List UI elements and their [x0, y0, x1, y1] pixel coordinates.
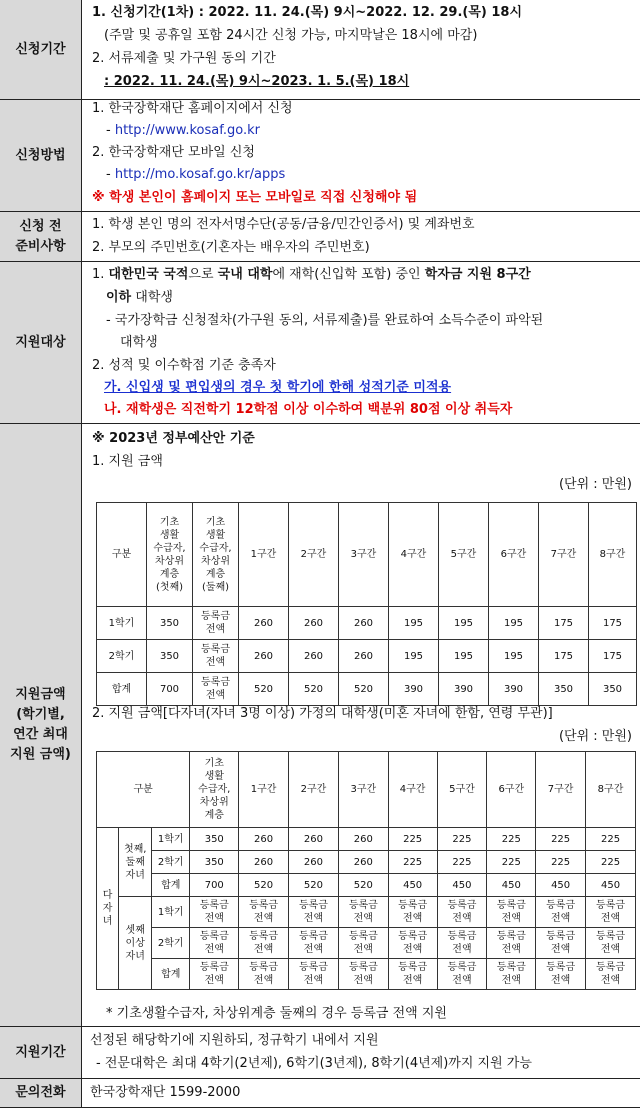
table2-cell: 등록금 전액: [437, 959, 487, 990]
table2-cell: 350: [190, 851, 239, 874]
table1-cell: 2학기: [97, 640, 147, 673]
table2-header-cell: 3구간: [338, 752, 388, 828]
contact-label: 문의전화: [0, 1079, 82, 1107]
table2-cell: 등록금 전액: [289, 897, 339, 928]
duration-line2: - 전문대학은 최대 4학기(2년제), 6학기(3년제), 8학기(4년제)까지 지원 가능: [96, 1056, 532, 1071]
period-line2: (주말 및 공휴일 포함 24시간 신청 가능, 마지막날은 18시에 마감): [104, 28, 478, 43]
table2-cell: 225: [586, 828, 636, 851]
table2-cell: 등록금 전액: [190, 959, 239, 990]
table2-cell: 225: [536, 828, 586, 851]
table2-cell: 등록금 전액: [586, 897, 636, 928]
table1-cell: 195: [389, 607, 439, 640]
table2-header-cell: 1구간: [239, 752, 289, 828]
table1-unit: (단위 : 만원): [558, 477, 632, 492]
table1-cell: 260: [339, 607, 389, 640]
homepage-link[interactable]: http://www.kosaf.go.kr: [114, 123, 260, 138]
amount-footnote: * 기초생활수급자, 차상위계층 둘째의 경우 등록금 전액 지원: [106, 1006, 447, 1021]
table2-cell: 450: [388, 874, 437, 897]
target-line2: [106, 289, 173, 307]
table2-header-cell: 구분: [97, 752, 190, 828]
table1-header-cell: 5구간: [439, 503, 489, 607]
method-line3: 2. 한국장학재단 모바일 신청: [92, 145, 255, 160]
prep-section: [0, 211, 640, 261]
table1-cell: 등록금 전액: [193, 640, 239, 673]
table2-cell: 등록금 전액: [239, 928, 289, 959]
third-child-cell: 셋째 이상 자녀: [119, 897, 152, 990]
table1-cell: 260: [339, 640, 389, 673]
table1-cell: 175: [589, 607, 637, 640]
table2-cell: 등록금 전액: [338, 959, 388, 990]
table2-cell: 등록금 전액: [338, 897, 388, 928]
table1-row: [97, 640, 637, 673]
table2-header-cell: 4구간: [388, 752, 437, 828]
table1-header-cell: 기초 생활 수급자, 차상위 계층 (둘째): [193, 503, 239, 607]
table1-cell: 175: [589, 640, 637, 673]
table1-header-cell: 3구간: [339, 503, 389, 607]
method-warning: ※ 학생 본인이 홈페이지 또는 모바일로 직접 신청해야 됨: [92, 190, 418, 205]
table2-cell: 등록금 전액: [487, 897, 536, 928]
table2-cell: 225: [586, 851, 636, 874]
table1-cell: 195: [489, 607, 539, 640]
period-line1: 1. 신청기간(1차) : 2022. 11. 24.(목) 9시~2022. 12. 29.(목) 18시: [92, 5, 523, 20]
table2-cell: 260: [338, 828, 388, 851]
support-amount-table: [96, 502, 637, 706]
table2-header-cell: 2구간: [289, 752, 339, 828]
table2-cell: 등록금 전액: [190, 928, 239, 959]
table2-cell: 225: [437, 851, 487, 874]
t-l2a: 이하: [106, 290, 132, 305]
duration-label: 지원기간: [0, 1027, 82, 1078]
table2-cell: 520: [239, 874, 289, 897]
table1-cell: 등록금 전액: [193, 673, 239, 706]
amount-label: 지원금액 (학기별, 연간 최대 지원 금액): [0, 424, 82, 1026]
table1-header-cell: 6구간: [489, 503, 539, 607]
table2-cell: 등록금 전액: [338, 928, 388, 959]
table2-cell: 260: [338, 851, 388, 874]
table2-cell: 등록금 전액: [536, 928, 586, 959]
table1-header-cell: 1구간: [239, 503, 289, 607]
table1-cell: 520: [239, 673, 289, 706]
t-l1e: 에 재학(신입학 포함) 중인: [272, 267, 425, 282]
table2-cell: 520: [289, 874, 339, 897]
method-dash: -: [106, 123, 115, 138]
table1-cell: 195: [389, 640, 439, 673]
table2-cell: 700: [190, 874, 239, 897]
table2-row: [97, 874, 636, 897]
table2-header-cell: 5구간: [437, 752, 487, 828]
table1-header-cell: 기초 생활 수급자, 차상위 계층 (첫째): [147, 503, 193, 607]
table1-cell: 520: [339, 673, 389, 706]
table1-cell: 350: [589, 673, 637, 706]
table1-cell: 195: [439, 607, 489, 640]
table2-cell: 등록금 전액: [239, 897, 289, 928]
table2-cell: 520: [338, 874, 388, 897]
table1-row: [97, 673, 637, 706]
table1-cell: 175: [539, 640, 589, 673]
target-line5: 2. 성적 및 이수학점 기준 충족자: [92, 358, 276, 373]
method-label: 신청방법: [0, 100, 82, 211]
table2-cell: 450: [487, 874, 536, 897]
method-section: [0, 99, 640, 211]
table1-header-cell: 4구간: [389, 503, 439, 607]
method-dash-2: -: [106, 167, 115, 182]
contact-phone: 한국장학재단 1599-2000: [90, 1085, 241, 1100]
target-line7: 나. 재학생은 직전학기 12학점 이상 이수하여 백분위 80점 이상 취득자: [104, 402, 513, 417]
contact-section: [0, 1078, 640, 1107]
table2-cell: 합계: [152, 874, 190, 897]
t-l1a: 1.: [92, 267, 109, 282]
table2-header-cell: 기초 생활 수급자, 차상위 계층: [190, 752, 239, 828]
target-label: 지원대상: [0, 262, 82, 423]
table2-cell: 등록금 전액: [437, 928, 487, 959]
method-line1: 1. 한국장학재단 홈페이지에서 신청: [92, 101, 293, 116]
table2-cell: 등록금 전액: [289, 928, 339, 959]
table2-cell: 등록금 전액: [388, 959, 437, 990]
table2-unit: (단위 : 만원): [558, 729, 632, 744]
amount-note: ※ 2023년 정부예산안 기준: [92, 431, 255, 446]
table2-cell: 등록금 전액: [190, 897, 239, 928]
table2-header-cell: 8구간: [586, 752, 636, 828]
table2-header-cell: 6구간: [487, 752, 536, 828]
method-line4: [106, 166, 285, 184]
table2-cell: 1학기: [152, 828, 190, 851]
table2-cell: 등록금 전액: [289, 959, 339, 990]
table1-cell: 합계: [97, 673, 147, 706]
t-l1f: 학자금 지원 8구간: [424, 267, 531, 282]
table1-header-cell: 8구간: [589, 503, 637, 607]
table2-cell: 등록금 전액: [586, 959, 636, 990]
table2-cell: 등록금 전액: [586, 928, 636, 959]
target-line4: 대학생: [120, 335, 158, 350]
t-l1b: 대한민국 국적: [108, 267, 189, 282]
table2-cell: 260: [239, 851, 289, 874]
table1-cell: 350: [539, 673, 589, 706]
table2-row: [97, 959, 636, 990]
table2-cell: 450: [586, 874, 636, 897]
target-section: [0, 261, 640, 423]
table1-cell: 390: [389, 673, 439, 706]
table1-cell: 195: [439, 640, 489, 673]
table1-cell: 1학기: [97, 607, 147, 640]
table2-cell: 225: [388, 851, 437, 874]
table1-cell: 350: [147, 640, 193, 673]
table1-cell: 520: [289, 673, 339, 706]
table1-cell: 등록금 전액: [193, 607, 239, 640]
duration-section: [0, 1026, 640, 1078]
table2-row: [97, 897, 636, 928]
amount-section: [0, 423, 640, 1026]
prep-label: 신청 전 준비사항: [0, 212, 82, 261]
table2-cell: 2학기: [152, 928, 190, 959]
table1-cell: 175: [539, 607, 589, 640]
table1-cell: 195: [489, 640, 539, 673]
table1-cell: 390: [439, 673, 489, 706]
table1-cell: 260: [289, 640, 339, 673]
table2-cell: 등록금 전액: [487, 959, 536, 990]
method-line2: [106, 122, 260, 140]
table1-cell: 350: [147, 607, 193, 640]
table1-header-cell: 구분: [97, 503, 147, 607]
table2-cell: 등록금 전액: [437, 897, 487, 928]
table2-cell: 등록금 전액: [536, 897, 586, 928]
table2-header-cell: 7구간: [536, 752, 586, 828]
target-line3: - 국가장학금 신청절차(가구원 동의, 서류제출)를 완료하여 소득수준이 파악된: [106, 313, 544, 328]
multi-child-group-cell: 다 자 녀: [97, 828, 119, 990]
table2-cell: 2학기: [152, 851, 190, 874]
prep-line1: 1. 학생 본인 명의 전자서명수단(공동/금융/민간인증서) 및 계좌번호: [92, 217, 475, 232]
table2-cell: 225: [437, 828, 487, 851]
table2-row: [97, 928, 636, 959]
table1-header-cell: 7구간: [539, 503, 589, 607]
table1-cell: 260: [289, 607, 339, 640]
t-l2b: 대학생: [131, 290, 173, 305]
t-l1d: 국내 대학: [217, 267, 273, 282]
table2-title: 2. 지원 금액[다자녀(자녀 3명 이상) 가정의 대학생(미혼 자녀에 한함, 연령 무관)]: [92, 706, 553, 721]
period-label: 신청기간: [0, 0, 82, 99]
table2-cell: 1학기: [152, 897, 190, 928]
table2-cell: 350: [190, 828, 239, 851]
table1-title: 1. 지원 금액: [92, 454, 163, 469]
table2-cell: 450: [437, 874, 487, 897]
table1-cell: 390: [489, 673, 539, 706]
duration-line1: 선정된 해당학기에 지원하되, 정규학기 내에서 지원: [90, 1033, 379, 1048]
target-line6: 가. 신입생 및 편입생의 경우 첫 학기에 한해 성적기준 미적용: [104, 380, 452, 395]
table1-row: [97, 607, 637, 640]
table2-cell: 등록금 전액: [536, 959, 586, 990]
table1-cell: 260: [239, 607, 289, 640]
table2-cell: 260: [289, 851, 339, 874]
table2-row: [97, 828, 636, 851]
first-second-child-cell: 첫째, 둘째 자녀: [119, 828, 152, 897]
table2-cell: 등록금 전액: [487, 928, 536, 959]
table2-row: [97, 851, 636, 874]
table2-cell: 450: [536, 874, 586, 897]
period-line3: 2. 서류제출 및 가구원 동의 기간: [92, 51, 276, 66]
prep-line2: 2. 부모의 주민번호(기혼자는 배우자의 주민번호): [92, 240, 370, 255]
table2-cell: 260: [239, 828, 289, 851]
table2-cell: 합계: [152, 959, 190, 990]
table2-cell: 225: [536, 851, 586, 874]
table1-cell: 260: [239, 640, 289, 673]
period-line4: : 2022. 11. 24.(목) 9시~2023. 1. 5.(목) 18시: [104, 74, 410, 89]
table2-cell: 225: [487, 828, 536, 851]
table1-cell: 700: [147, 673, 193, 706]
table2-cell: 등록금 전액: [239, 959, 289, 990]
table2-cell: 225: [487, 851, 536, 874]
t-l1c: 으로: [188, 267, 218, 282]
table1-header-cell: 2구간: [289, 503, 339, 607]
mobile-link[interactable]: http://mo.kosaf.go.kr/apps: [114, 167, 286, 182]
period-section: [0, 0, 640, 99]
table2-cell: 등록금 전액: [388, 928, 437, 959]
multi-child-table: [96, 751, 636, 990]
table2-cell: 등록금 전액: [388, 897, 437, 928]
target-line1: [92, 266, 531, 284]
table2-cell: 260: [289, 828, 339, 851]
table2-cell: 225: [388, 828, 437, 851]
